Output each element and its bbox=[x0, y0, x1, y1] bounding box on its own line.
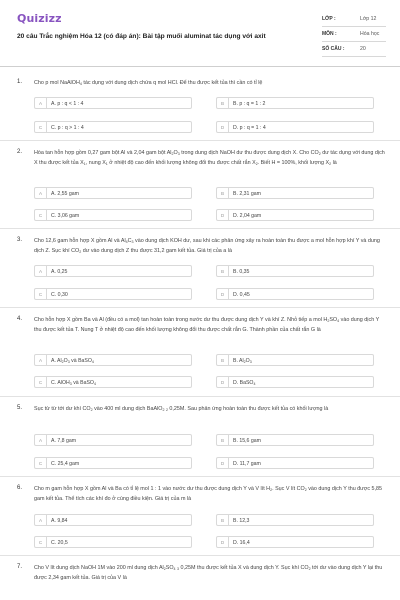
option-text: A. 9,84 bbox=[51, 517, 68, 524]
question-number: 4. bbox=[17, 316, 23, 322]
option-text: B. p : q = 1 : 2 bbox=[233, 100, 266, 107]
question-text: Sục từ từ tới dư khí $CO_2$ vào 400 ml dung dịch BaAlO$_2$ $_2$ 0,25M. Sau phản ứng hoàn toàn thu được kết tủa có khối lượng là bbox=[34, 406, 329, 412]
option-b[interactable] bbox=[216, 354, 374, 366]
option-letter: D bbox=[217, 377, 229, 388]
option-letter: B bbox=[217, 435, 229, 446]
option-text: D. 0,45 bbox=[233, 291, 250, 298]
option-text: B. 12,3 bbox=[233, 517, 250, 524]
option-letter: A bbox=[35, 515, 47, 526]
question-divider bbox=[0, 307, 400, 308]
option-d[interactable] bbox=[216, 457, 374, 469]
option-letter: C bbox=[35, 377, 47, 388]
question-text: Cho p mol NaAlOH$_4$ tác dụng với dung dịch chứa q mol HCl. Để thu được kết tủa thì cần có tỉ lệ bbox=[34, 80, 263, 86]
question-text: Cho V lít dung dịch NaOH 1M vào 200 ml dung dịch $Al_2SO_4$ $_3$ 0,25M thu được kết tủa X và dung dịch Y. Sục khí $CO_2$ tới dư vào dung dịch Y lại thu được 2,34 gam kết tủa. Giá trị của V là bbox=[34, 565, 383, 581]
option-text: A. p : q < 1 : 4 bbox=[51, 100, 84, 107]
option-text: C. AlOH$_3$ và BaSO$_4$ bbox=[51, 379, 96, 386]
option-text: D. 11,7 gam bbox=[233, 460, 261, 467]
meta-row-grade bbox=[322, 12, 386, 27]
meta-row-subject bbox=[322, 27, 386, 42]
option-c[interactable] bbox=[34, 457, 192, 469]
option-a[interactable] bbox=[34, 354, 192, 366]
option-d[interactable] bbox=[216, 376, 374, 388]
question-text: Cho m gam hỗn hợp X gồm Al và Ba có tỉ lệ mol 1 : 1 vào nước dư thu được dung dịch Y và V lít $H_2$. Sục V lít $CO_2$ vào dung dịch Y thu được 5,85 gam kết tủa. Thể tích các khí đo ở cùng điều kiện. Giá trị của m là bbox=[34, 486, 383, 502]
option-letter: A bbox=[35, 188, 47, 199]
option-letter: C bbox=[35, 537, 47, 548]
option-c[interactable] bbox=[34, 536, 192, 548]
question-divider bbox=[0, 228, 400, 229]
document-title: 20 câu Trắc nghiệm Hóa 12 (có đáp án): Bài tập muối aluminat tác dụng với axit bbox=[17, 33, 266, 40]
question-text: Cho hỗn hợp X gồm Ba và Al (đều có a mol) tan hoàn toàn trong nước dư thu được dung dịch Y và khí Z. Nhỏ tiếp a mol $H_2SO_4$ vào dung dịch Y thu được kết tủa T. Nung T ở nhiệt độ cao đến khối lượng không đổi thu được chất rắn G. Thành phần của chất rắn G là bbox=[34, 317, 380, 333]
option-text: C. 25,4 gam bbox=[51, 460, 80, 467]
question-text: Hòa tan hỗn hợp gồm 0,27 gam bột Al và 2,04 gam bột $Al_2O_3$ trong dung dịch NaOH dư thu được dung dịch X. Cho $CO_2$ dư tác dụng với dung dịch X thu được kết tủa $X_1$, nung $X_1$ ở nhiệt độ cao đến khối lượng không đổi thu được chất rắn $X_2$. Biết H = 100%, khối lượng $X_2$ là bbox=[34, 150, 385, 166]
meta-label: MÔN : bbox=[322, 31, 337, 37]
option-text: A. $Al_2O_3$ và BaSO$_4$ bbox=[51, 357, 94, 364]
option-text: B. 15,6 gam bbox=[233, 437, 261, 444]
option-b[interactable] bbox=[216, 265, 374, 277]
quizizz-logo[interactable]: Quizizz bbox=[17, 12, 62, 25]
question-divider bbox=[0, 555, 400, 556]
option-d[interactable] bbox=[216, 536, 374, 548]
question-divider bbox=[0, 140, 400, 141]
option-letter: B bbox=[217, 98, 229, 109]
option-letter: B bbox=[217, 515, 229, 526]
option-letter: B bbox=[217, 188, 229, 199]
option-letter: B bbox=[217, 355, 229, 366]
meta-box bbox=[322, 12, 386, 57]
option-a[interactable] bbox=[34, 187, 192, 199]
question-number: 5. bbox=[17, 405, 23, 411]
option-b[interactable] bbox=[216, 514, 374, 526]
option-a[interactable] bbox=[34, 434, 192, 446]
option-text: D. BaSO$_4$ bbox=[233, 379, 256, 386]
option-c[interactable] bbox=[34, 288, 192, 300]
option-letter: A bbox=[35, 98, 47, 109]
meta-value: Hóa học bbox=[360, 31, 380, 37]
option-d[interactable] bbox=[216, 209, 374, 221]
meta-label: LỚP : bbox=[322, 16, 336, 22]
option-b[interactable] bbox=[216, 97, 374, 109]
question-number: 2. bbox=[17, 149, 23, 155]
option-text: D. 16,4 bbox=[233, 539, 250, 546]
option-c[interactable] bbox=[34, 376, 192, 388]
meta-value: Lớp 12 bbox=[360, 16, 377, 22]
option-d[interactable] bbox=[216, 121, 374, 133]
option-text: B. 0,35 bbox=[233, 268, 250, 275]
option-letter: A bbox=[35, 266, 47, 277]
question-number: 1. bbox=[17, 79, 23, 85]
question-number: 3. bbox=[17, 237, 23, 243]
option-c[interactable] bbox=[34, 121, 192, 133]
option-letter: D bbox=[217, 289, 229, 300]
option-letter: A bbox=[35, 435, 47, 446]
option-a[interactable] bbox=[34, 514, 192, 526]
option-letter: D bbox=[217, 537, 229, 548]
option-letter: C bbox=[35, 458, 47, 469]
option-letter: D bbox=[217, 210, 229, 221]
option-letter: D bbox=[217, 122, 229, 133]
option-letter: C bbox=[35, 122, 47, 133]
option-text: A. 2,55 gam bbox=[51, 190, 79, 197]
option-text: C. p : q > 1 : 4 bbox=[51, 124, 84, 131]
option-text: A. 7,8 gam bbox=[51, 437, 77, 444]
question-number: 6. bbox=[17, 485, 23, 491]
option-text: C. 0,30 bbox=[51, 291, 68, 298]
question-text: Cho 12,6 gam hỗn hợp X gồm Al và $Al_4C_3$ vào dung dịch KOH dư, sau khi các phản ứng xảy ra hoàn toàn thu được a mol hỗn hợp khí Y và dung dịch Z. Sục khí $CO_2$ dư vào dung dịch Z thu được 31,2 gam kết tủa. Giá trị của a là bbox=[34, 238, 380, 254]
option-a[interactable] bbox=[34, 97, 192, 109]
option-b[interactable] bbox=[216, 434, 374, 446]
meta-row-count bbox=[322, 42, 386, 57]
question-divider bbox=[0, 476, 400, 477]
header-divider bbox=[0, 66, 400, 67]
option-letter: A bbox=[35, 355, 47, 366]
meta-label: SỐ CÂU : bbox=[322, 46, 345, 52]
option-letter: B bbox=[217, 266, 229, 277]
option-text: C. 20,5 bbox=[51, 539, 68, 546]
option-text: D. 2,04 gam bbox=[233, 212, 262, 219]
page-header bbox=[0, 0, 400, 62]
option-text: A. 0,25 bbox=[51, 268, 68, 275]
option-letter: C bbox=[35, 289, 47, 300]
option-text: B. $Al_2O_3$ bbox=[233, 357, 252, 364]
option-d[interactable] bbox=[216, 288, 374, 300]
meta-value: 20 bbox=[360, 46, 366, 52]
option-letter: D bbox=[217, 458, 229, 469]
option-text: D. p : q = 1 : 4 bbox=[233, 124, 266, 131]
option-c[interactable] bbox=[34, 209, 192, 221]
option-text: C. 3,06 gam bbox=[51, 212, 80, 219]
option-a[interactable] bbox=[34, 265, 192, 277]
question-number: 7. bbox=[17, 564, 23, 570]
question-divider bbox=[0, 396, 400, 397]
option-b[interactable] bbox=[216, 187, 374, 199]
option-letter: C bbox=[35, 210, 47, 221]
option-text: B. 2,31 gam bbox=[233, 190, 261, 197]
